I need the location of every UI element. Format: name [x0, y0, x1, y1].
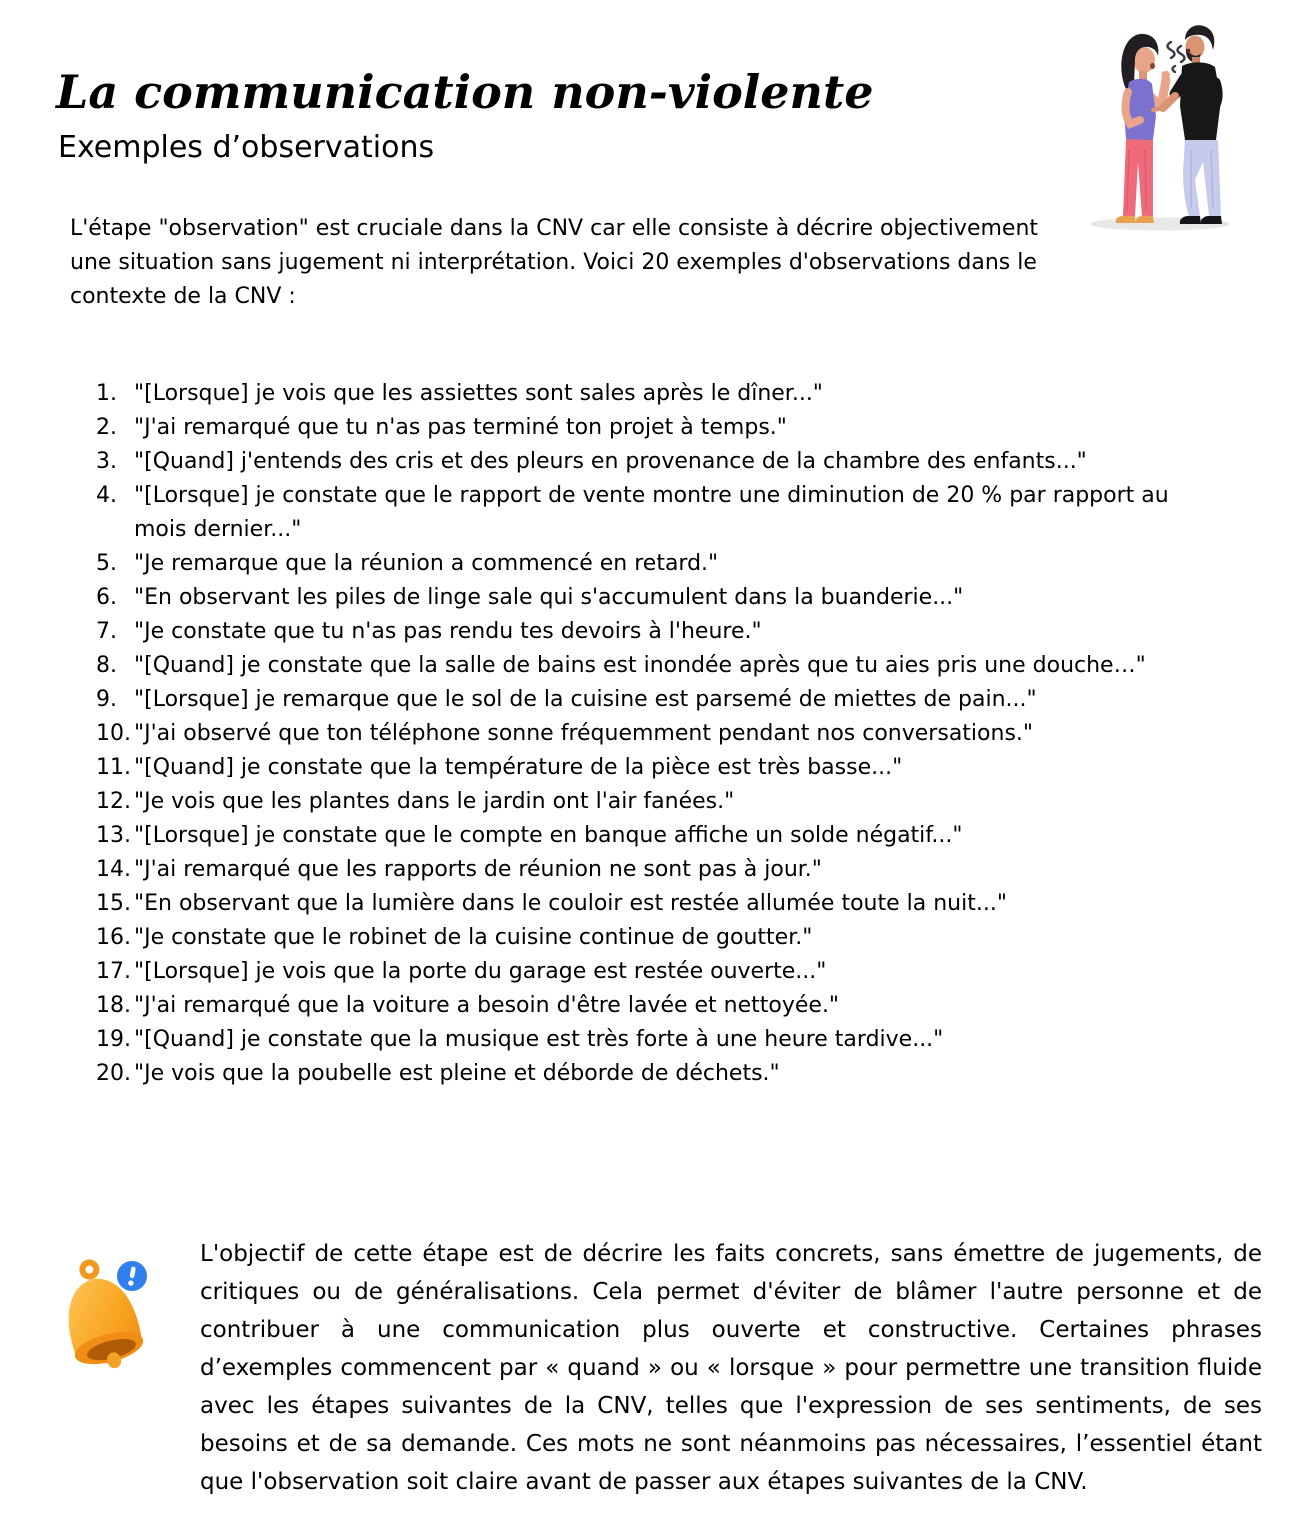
list-item-number: 11. — [96, 755, 131, 780]
list-item-text: "J'ai remarqué que la voiture a besoin d'être lavée et nettoyée." — [134, 993, 840, 1018]
list-item — [96, 785, 1208, 819]
list-item — [96, 819, 1208, 853]
list-item — [96, 479, 1208, 547]
list-item — [96, 921, 1208, 955]
list-item — [96, 887, 1208, 921]
list-item-number: 5. — [96, 551, 117, 576]
list-item-text: "[Quand] je constate que la musique est très forte à une heure tardive..." — [134, 1027, 944, 1052]
list-item — [96, 751, 1208, 785]
list-item-number: 16. — [96, 925, 131, 950]
list-item-text: "[Lorsque] je vois que la porte du garage est restée ouverte..." — [134, 959, 827, 984]
list-item-text: "J'ai remarqué que tu n'as pas terminé ton projet à temps." — [134, 415, 787, 440]
list-item — [96, 615, 1208, 649]
list-item-number: 17. — [96, 959, 131, 984]
list-item-number: 18. — [96, 993, 131, 1018]
list-item — [96, 411, 1208, 445]
list-item-number: 20. — [96, 1061, 131, 1086]
list-item-number: 19. — [96, 1027, 131, 1052]
list-item-number: 8. — [96, 653, 117, 678]
list-item-number: 10. — [96, 721, 131, 746]
list-item — [96, 649, 1208, 683]
list-item-text: "J'ai observé que ton téléphone sonne fréquemment pendant nos conversations." — [134, 721, 1034, 746]
bell-alert-badge — [117, 1261, 147, 1291]
list-item-number: 12. — [96, 789, 131, 814]
list-item-text: "[Lorsque] je remarque que le sol de la cuisine est parsemé de miettes de pain..." — [134, 687, 1037, 712]
list-item-number: 13. — [96, 823, 131, 848]
page-subtitle: Exemples d’observations — [58, 129, 435, 165]
list-item-text: "Je remarque que la réunion a commencé en retard." — [134, 551, 719, 576]
arguing-couple-illustration — [1082, 20, 1235, 233]
list-item-text: "[Quand] je constate que la température de la pièce est très basse..." — [134, 755, 903, 780]
list-item — [96, 853, 1208, 887]
list-item-text: "[Lorsque] je vois que les assiettes sont sales après le dîner..." — [134, 381, 823, 406]
list-item-number: 9. — [96, 687, 117, 712]
list-item-number: 4. — [96, 483, 117, 508]
alert-bell-icon — [50, 1250, 162, 1386]
list-item — [96, 955, 1208, 989]
list-item — [96, 989, 1208, 1023]
observations-list — [96, 377, 1208, 1091]
note-paragraph: L'objectif de cette étape est de décrire les faits concrets, sans émettre de jugements, de critiques ou de généralisations. Cela permet d'éviter de blâmer l'autre personne et de contribuer à une communication plus ouverte et constructive. Certaines phrases d’exemples commencent par « quand » ou « lorsque » pour permettre une transition fluide avec les étapes suivantes de la CNV, telles que l'expression de ses sentiments, de ses besoins et de sa demande. Ces mots ne sont néanmoins pas nécessaires, l’essentiel étant que l'observation soit claire avant de passer aux étapes suivantes de la CNV. — [200, 1241, 1262, 1495]
list-item-text: "[Quand] j'entends des cris et des pleurs en provenance de la chambre des enfants..." — [134, 449, 1087, 474]
list-item-number: 2. — [96, 415, 117, 440]
list-item — [96, 445, 1208, 479]
list-item-text: "En observant que la lumière dans le couloir est restée allumée toute la nuit..." — [134, 891, 1007, 916]
two-people-arguing-icon — [1082, 20, 1235, 233]
list-item-number: 1. — [96, 381, 117, 406]
list-item-text: "Je constate que tu n'as pas rendu tes devoirs à l'heure." — [134, 619, 762, 644]
list-item-number: 6. — [96, 585, 117, 610]
list-item-text: "Je vois que la poubelle est pleine et déborde de déchets." — [134, 1061, 780, 1086]
list-item-text: "[Lorsque] je constate que le compte en banque affiche un solde négatif..." — [134, 823, 963, 848]
list-item-number: 3. — [96, 449, 117, 474]
list-item-number: 14. — [96, 857, 131, 882]
list-item — [96, 581, 1208, 615]
list-item-number: 7. — [96, 619, 117, 644]
list-item — [96, 1023, 1208, 1057]
list-item — [96, 1057, 1208, 1091]
list-item — [96, 547, 1208, 581]
intro-paragraph: L'étape "observation" est cruciale dans la CNV car elle consiste à décrire objectivement une situation sans jugement ni interprétation. Voici 20 exemples d'observations dans le contexte de la CNV : — [70, 216, 1039, 309]
list-item-text: "J'ai remarqué que les rapports de réunion ne sont pas à jour." — [134, 857, 822, 882]
list-item — [96, 717, 1208, 751]
list-item-text: "Je vois que les plantes dans le jardin ont l'air fanées." — [134, 789, 735, 814]
list-item-number: 15. — [96, 891, 131, 916]
list-item-text: "[Lorsque] je constate que le rapport de vente montre une diminution de 20 % par rapport au mois dernier..." — [134, 483, 1169, 542]
list-item — [96, 377, 1208, 411]
list-item-text: "Je constate que le robinet de la cuisine continue de goutter." — [134, 925, 813, 950]
list-item — [96, 683, 1208, 717]
list-item-text: "En observant les piles de linge sale qui s'accumulent dans la buanderie..." — [134, 585, 964, 610]
list-item-text: "[Quand] je constate que la salle de bains est inondée après que tu aies pris une douche…" — [134, 653, 1146, 678]
page-title: La communication non-violente — [56, 64, 874, 119]
